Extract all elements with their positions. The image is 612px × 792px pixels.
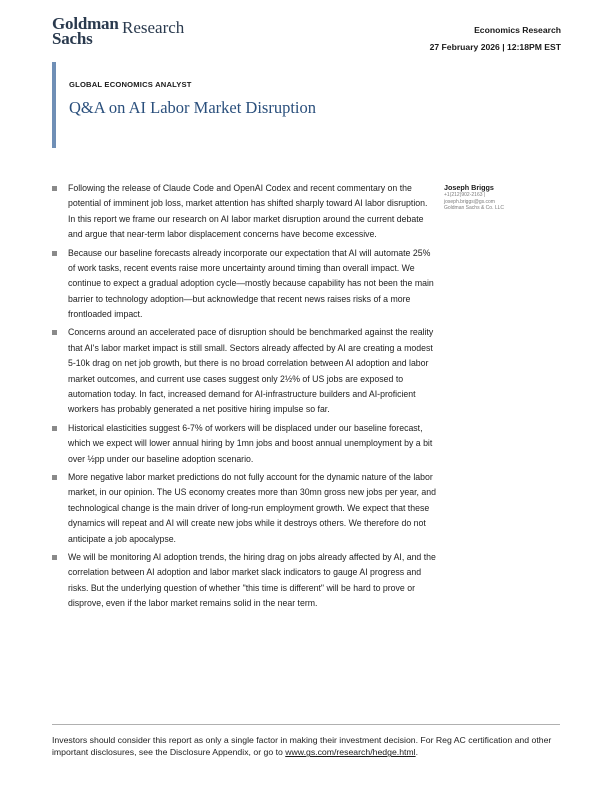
bullet-text: Historical elasticities suggest 6-7% of workers will be displaced under our baseline forecast, which we expect will lower annual hiring by 1mn jobs and boost annual unemployment by a bit over ½pp under our baseline adoption scenario. [68,422,433,464]
key-points-list [52,181,437,614]
bullet-item [52,325,437,417]
footer-divider [52,724,560,725]
author-firm: Goldman Sachs & Co. LLC [444,205,505,211]
bullet-item [52,550,437,612]
bullet-square-icon [52,475,57,480]
publication-name: Economics Research [474,25,561,35]
header-meta [430,22,561,56]
report-title: Q&A on AI Labor Market Disruption [69,98,317,117]
bullet-square-icon [52,186,57,191]
publication-date: 27 February 2026 | 12:18PM EST [429,42,561,52]
logo-research: Research [122,18,185,37]
author-block [444,183,564,212]
author-email[interactable]: joseph.briggs@gs.com [444,198,495,205]
bullet-text: More negative labor market predictions do not fully account for the dynamic nature of the labor market, in our opinion. The US economy creates more than 30mn gross new jobs per year, and technological change is the main driver of long-run employment growth. We expect that these dynamics will repeat and AI will create new jobs while it destroys others. We therefore do not anticipate a job apocalypse. [68,471,437,544]
bullet-square-icon [52,330,57,335]
section-label: GLOBAL ECONOMICS ANALYST [69,80,192,89]
bullet-text: Because our baseline forecasts already incorporate our expectation that AI will automate 25% of work tasks, recent events raise more uncertainty around timing than overall impact. We continue to expect a gradual adoption cycle—mostly because capability has not been the main barrier to technology adoption—but acknowledge that recent news raises risks of a more frontloaded impact. [68,247,434,320]
logo-line1: Goldman [52,14,119,33]
bullet-item [52,421,437,467]
bullet-square-icon [52,555,57,560]
logo-line2: Sachs [52,29,93,48]
disclaimer [52,734,562,758]
accent-bar [52,62,56,148]
bullet-item [52,246,437,323]
bullet-text: We will be monitoring AI adoption trends, the hiring drag on jobs already affected by AI, and the correlation between AI adoption and labor market slack indicators to gauge AI progress and risks. But the underlying question of whether "this time is different" will be hard to prove or disprove, even if the labor market remains solid in the near term. [68,551,436,609]
disclosure-link[interactable]: www.gs.com/research/hedge.html [285,747,416,758]
bullet-item [52,181,437,243]
bullet-text: Following the release of Claude Code and OpenAI Codex and recent commentary on the potential of imminent job loss, market attention has shifted sharply toward AI labor disruption. In this report we frame our research on AI labor market disruption around the current debate and argue that near-term labor displacement concerns have become excessive. [68,183,428,240]
author-phone: +1(212)902-2163 | [444,192,486,198]
bullet-text: Concerns around an accelerated pace of disruption should be benchmarked against the reality that AI's labor market impact is still small. Sectors already affected by AI are creating a modest 5-10k drag on net job growth, but there is no broad correlation between AI adoption and labor market outcomes, and current use cases suggest only 2½% of US jobs are exposed to automation today. In fact, increased demand for AI-infrastructure builders and AI-proficient workers has probably generated a net positive hiring impulse so far. [68,327,434,415]
goldman-sachs-logo [52,16,252,50]
disclaimer-suffix: . [415,747,419,758]
author-name: Joseph Briggs [444,183,494,192]
disclaimer-text: Investors should consider this report as only a single factor in making their investment decision. For Reg AC certification and other important disclosures, see the Disclosure Appendix, or go to [52,735,552,758]
bullet-square-icon [52,426,57,431]
bullet-item [52,470,437,547]
logo-wordmark [52,16,119,46]
bullet-square-icon [52,251,57,256]
